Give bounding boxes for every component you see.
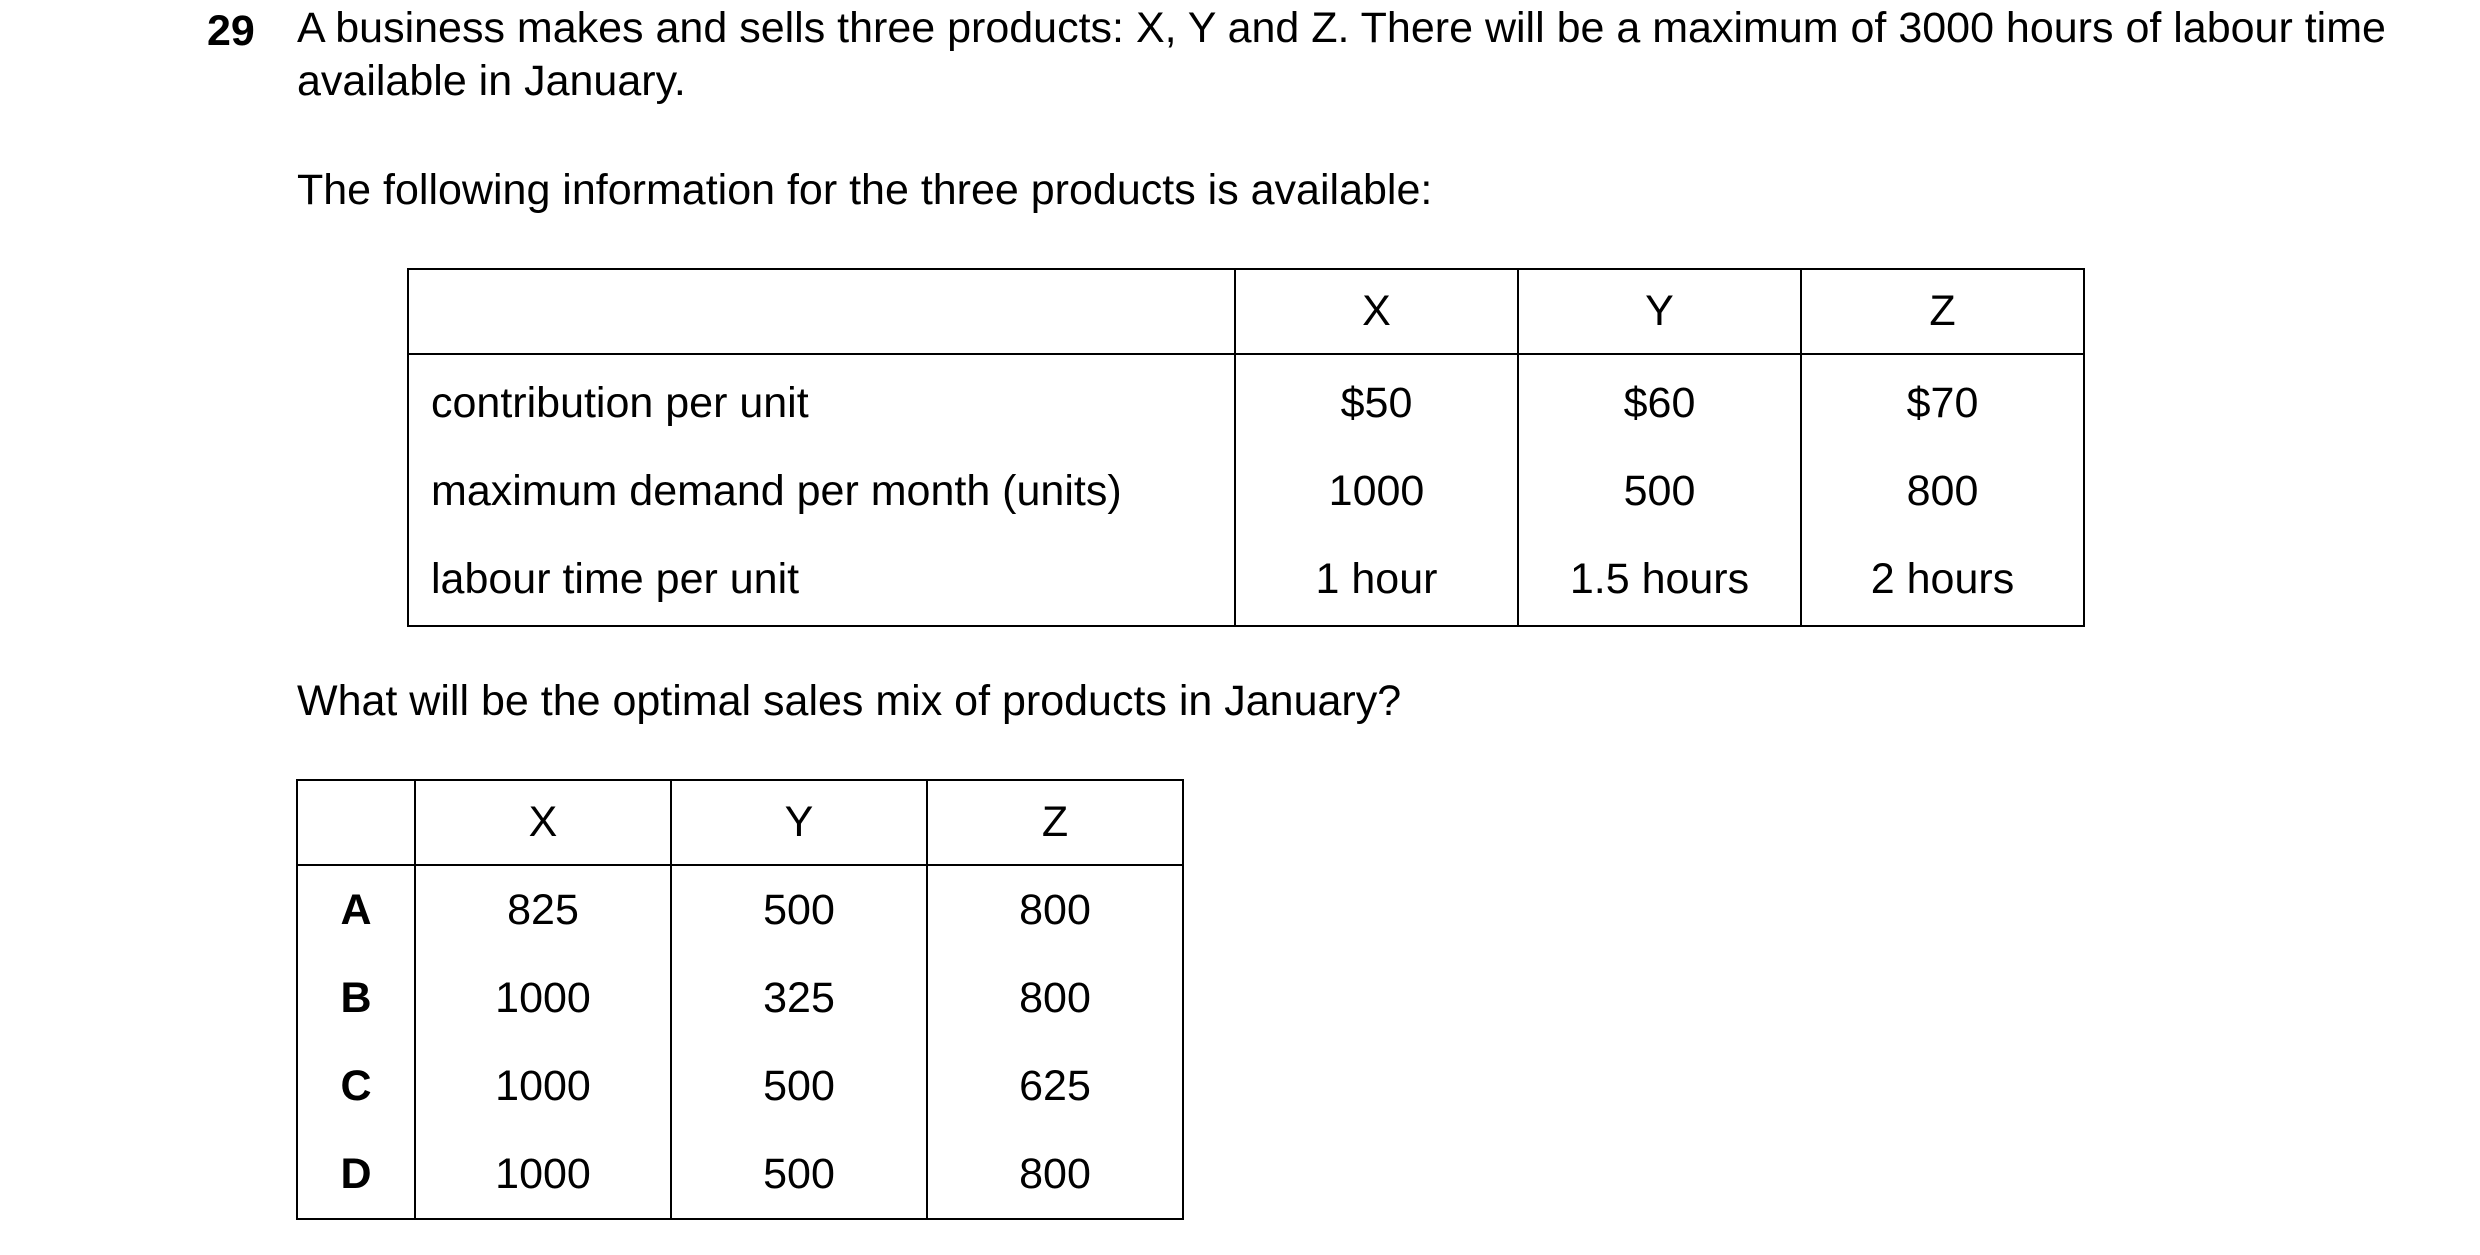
table-row <box>408 354 2084 447</box>
header-cell <box>408 269 1235 354</box>
row-label: labour time per unit <box>408 535 1235 626</box>
question-number: 29 <box>207 7 255 55</box>
table-cell: $60 <box>1518 354 1801 447</box>
table-cell: 500 <box>1518 447 1801 535</box>
option-letter: D <box>297 1130 415 1219</box>
header-cell-y: Y <box>1518 269 1801 354</box>
table-cell: 1 hour <box>1235 535 1518 626</box>
header-cell-x: X <box>415 780 671 865</box>
table-cell: 500 <box>671 865 927 954</box>
intro-text: The following information for the three products is available: <box>297 166 1433 214</box>
row-label: maximum demand per month (units) <box>408 447 1235 535</box>
header-cell-z: Z <box>927 780 1183 865</box>
table-cell: 825 <box>415 865 671 954</box>
option-letter: C <box>297 1042 415 1130</box>
option-letter: A <box>297 865 415 954</box>
answer-options-table <box>296 779 1184 1220</box>
table-cell: 1.5 hours <box>1518 535 1801 626</box>
question-prompt: What will be the optimal sales mix of products in January? <box>297 677 1402 725</box>
table-row <box>408 447 2084 535</box>
answer-option-b[interactable] <box>297 954 1183 1042</box>
table-cell: $70 <box>1801 354 2084 447</box>
answer-option-d[interactable] <box>297 1130 1183 1219</box>
table-cell: $50 <box>1235 354 1518 447</box>
table-cell: 325 <box>671 954 927 1042</box>
table-cell: 800 <box>1801 447 2084 535</box>
table-cell: 1000 <box>415 1130 671 1219</box>
table-cell: 1000 <box>1235 447 1518 535</box>
table-cell: 625 <box>927 1042 1183 1130</box>
header-cell-z: Z <box>1801 269 2084 354</box>
answer-option-a[interactable] <box>297 865 1183 954</box>
table-cell: 800 <box>927 954 1183 1042</box>
table-cell: 1000 <box>415 954 671 1042</box>
table-header-row <box>297 780 1183 865</box>
table-row <box>408 535 2084 626</box>
header-cell-y: Y <box>671 780 927 865</box>
option-letter: B <box>297 954 415 1042</box>
table-cell: 500 <box>671 1130 927 1219</box>
product-info-table <box>407 268 2085 627</box>
answer-option-c[interactable] <box>297 1042 1183 1130</box>
question-text: A business makes and sells three products: X, Y and Z. There will be a maximum of 3000 hours of labour time available in January. <box>297 4 2386 105</box>
header-cell-x: X <box>1235 269 1518 354</box>
table-cell: 800 <box>927 1130 1183 1219</box>
row-label: contribution per unit <box>408 354 1235 447</box>
table-cell: 800 <box>927 865 1183 954</box>
header-cell <box>297 780 415 865</box>
table-cell: 2 hours <box>1801 535 2084 626</box>
table-cell: 1000 <box>415 1042 671 1130</box>
table-cell: 500 <box>671 1042 927 1130</box>
table-header-row <box>408 269 2084 354</box>
